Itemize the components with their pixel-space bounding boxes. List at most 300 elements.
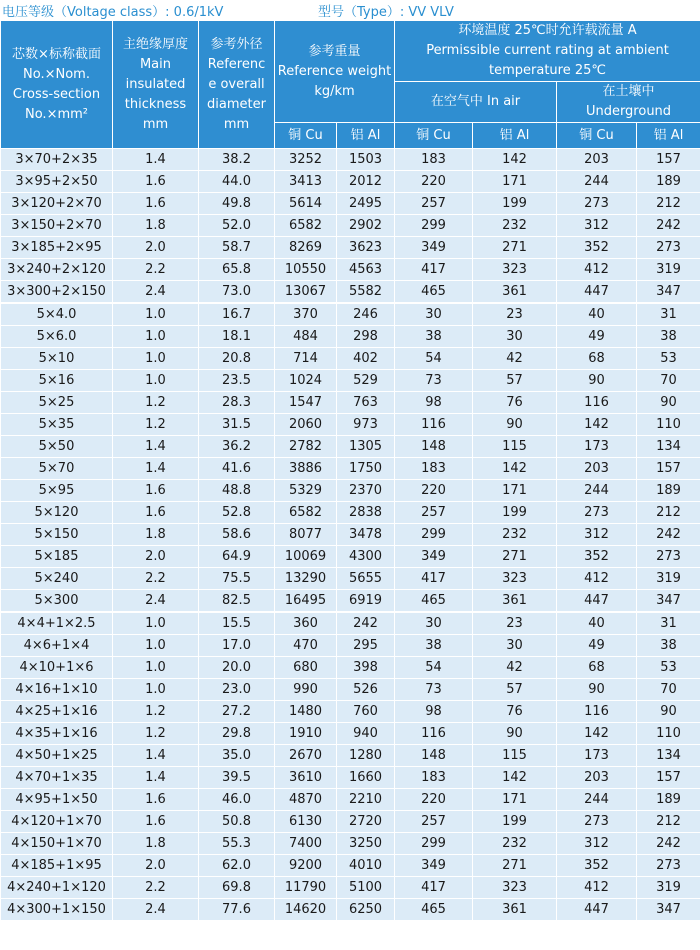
cell-ground-cu: 312	[557, 833, 637, 855]
cell-air-cu: 38	[395, 635, 473, 657]
cell-ground-al: 31	[637, 612, 700, 635]
cell-cross-section: 5×240	[1, 568, 113, 590]
cell-weight-al: 5655	[337, 568, 395, 590]
cell-thickness: 1.4	[113, 745, 199, 767]
table-row	[1, 215, 700, 237]
cell-weight-cu: 9200	[275, 855, 337, 877]
cell-air-cu: 417	[395, 568, 473, 590]
cell-diameter: 82.5	[199, 590, 275, 613]
cell-air-al: 199	[473, 502, 557, 524]
cell-air-al: 42	[473, 348, 557, 370]
cell-air-al: 171	[473, 789, 557, 811]
cell-air-cu: 54	[395, 348, 473, 370]
cell-air-cu: 54	[395, 657, 473, 679]
cell-weight-cu: 6582	[275, 215, 337, 237]
cell-thickness: 1.4	[113, 767, 199, 789]
header-weight-cu: 铜 Cu	[275, 123, 337, 149]
table-row	[1, 811, 700, 833]
cell-cross-section: 4×240+1×120	[1, 877, 113, 899]
cell-weight-al: 940	[337, 723, 395, 745]
cell-diameter: 38.2	[199, 149, 275, 171]
cell-air-al: 199	[473, 811, 557, 833]
cell-cross-section: 4×16+1×10	[1, 679, 113, 701]
cell-weight-cu: 6130	[275, 811, 337, 833]
cell-ground-cu: 203	[557, 458, 637, 480]
cell-weight-al: 1503	[337, 149, 395, 171]
cell-ground-cu: 173	[557, 436, 637, 458]
table-row	[1, 237, 700, 259]
cell-air-al: 90	[473, 414, 557, 436]
cell-ground-cu: 352	[557, 237, 637, 259]
cell-weight-cu: 10550	[275, 259, 337, 281]
cell-diameter: 17.0	[199, 635, 275, 657]
cell-cross-section: 5×300	[1, 590, 113, 613]
cell-weight-al: 4563	[337, 259, 395, 281]
cell-ground-cu: 447	[557, 281, 637, 304]
cell-weight-al: 2012	[337, 171, 395, 193]
cell-weight-cu: 1547	[275, 392, 337, 414]
cell-weight-cu: 2060	[275, 414, 337, 436]
table-row	[1, 281, 700, 304]
cell-air-al: 115	[473, 436, 557, 458]
table-row	[1, 635, 700, 657]
cell-air-al: 271	[473, 546, 557, 568]
cell-weight-al: 2902	[337, 215, 395, 237]
cell-weight-cu: 360	[275, 612, 337, 635]
cell-weight-cu: 1024	[275, 370, 337, 392]
cell-thickness: 2.0	[113, 546, 199, 568]
cell-cross-section: 4×25+1×16	[1, 701, 113, 723]
cell-thickness: 1.0	[113, 303, 199, 326]
cell-diameter: 49.8	[199, 193, 275, 215]
cell-diameter: 23.5	[199, 370, 275, 392]
cell-ground-cu: 244	[557, 789, 637, 811]
cell-weight-al: 398	[337, 657, 395, 679]
cell-air-al: 271	[473, 237, 557, 259]
cell-air-cu: 349	[395, 546, 473, 568]
cell-ground-cu: 244	[557, 480, 637, 502]
cell-air-cu: 299	[395, 524, 473, 546]
cell-ground-cu: 40	[557, 303, 637, 326]
cell-air-cu: 30	[395, 612, 473, 635]
cell-diameter: 41.6	[199, 458, 275, 480]
cell-ground-al: 242	[637, 524, 700, 546]
cell-ground-cu: 49	[557, 635, 637, 657]
cell-diameter: 64.9	[199, 546, 275, 568]
cell-air-cu: 349	[395, 237, 473, 259]
cell-weight-al: 2495	[337, 193, 395, 215]
cell-weight-cu: 5614	[275, 193, 337, 215]
cell-air-cu: 116	[395, 723, 473, 745]
cell-weight-al: 4300	[337, 546, 395, 568]
cell-ground-al: 319	[637, 877, 700, 899]
cell-ground-cu: 412	[557, 877, 637, 899]
cell-thickness: 2.2	[113, 877, 199, 899]
cell-thickness: 1.6	[113, 193, 199, 215]
cell-air-al: 361	[473, 899, 557, 921]
cell-weight-cu: 680	[275, 657, 337, 679]
cell-cross-section: 4×6+1×4	[1, 635, 113, 657]
cell-diameter: 18.1	[199, 326, 275, 348]
cell-weight-al: 2838	[337, 502, 395, 524]
cell-weight-al: 242	[337, 612, 395, 635]
cell-ground-cu: 40	[557, 612, 637, 635]
cell-diameter: 69.8	[199, 877, 275, 899]
cell-weight-al: 760	[337, 701, 395, 723]
cell-air-cu: 30	[395, 303, 473, 326]
cell-ground-cu: 273	[557, 811, 637, 833]
cell-ground-al: 38	[637, 326, 700, 348]
header-air-al: 铝 Al	[473, 123, 557, 149]
cell-thickness: 1.8	[113, 833, 199, 855]
table-row	[1, 657, 700, 679]
cell-air-al: 199	[473, 193, 557, 215]
cell-air-al: 115	[473, 745, 557, 767]
cell-ground-cu: 412	[557, 568, 637, 590]
cell-air-al: 361	[473, 590, 557, 613]
cell-air-al: 171	[473, 480, 557, 502]
table-row	[1, 303, 700, 326]
cell-ground-cu: 447	[557, 899, 637, 921]
cell-cross-section: 3×150+2×70	[1, 215, 113, 237]
cell-weight-cu: 14620	[275, 899, 337, 921]
cell-cross-section: 5×4.0	[1, 303, 113, 326]
cell-thickness: 1.4	[113, 436, 199, 458]
cell-weight-cu: 10069	[275, 546, 337, 568]
table-row	[1, 745, 700, 767]
cell-weight-al: 2720	[337, 811, 395, 833]
table-row	[1, 414, 700, 436]
cell-cross-section: 5×35	[1, 414, 113, 436]
cell-thickness: 1.6	[113, 480, 199, 502]
cell-diameter: 52.0	[199, 215, 275, 237]
cable-type: 型号（Type）: VV VLV	[318, 5, 454, 20]
cell-weight-cu: 2670	[275, 745, 337, 767]
cell-ground-cu: 273	[557, 193, 637, 215]
cell-ground-al: 189	[637, 789, 700, 811]
cell-cross-section: 3×120+2×70	[1, 193, 113, 215]
cell-cross-section: 4×35+1×16	[1, 723, 113, 745]
cell-cross-section: 4×185+1×95	[1, 855, 113, 877]
cell-ground-cu: 412	[557, 259, 637, 281]
cell-weight-al: 3250	[337, 833, 395, 855]
header-ground-cu: 铜 Cu	[557, 123, 637, 149]
cell-air-al: 361	[473, 281, 557, 304]
cell-cross-section: 3×300+2×150	[1, 281, 113, 304]
cell-ground-cu: 116	[557, 701, 637, 723]
cell-ground-cu: 90	[557, 370, 637, 392]
table-row	[1, 436, 700, 458]
cell-weight-cu: 1910	[275, 723, 337, 745]
cell-air-cu: 183	[395, 149, 473, 171]
cell-weight-cu: 2782	[275, 436, 337, 458]
header-current: 环境温度 25℃时允许载流量 A Permissible current rating at ambient temperature 25℃	[395, 21, 700, 82]
cell-ground-al: 110	[637, 414, 700, 436]
cell-air-cu: 417	[395, 259, 473, 281]
cell-ground-cu: 244	[557, 171, 637, 193]
cell-weight-cu: 8077	[275, 524, 337, 546]
cell-ground-al: 70	[637, 679, 700, 701]
cell-ground-al: 134	[637, 745, 700, 767]
cell-cross-section: 5×185	[1, 546, 113, 568]
cell-ground-al: 70	[637, 370, 700, 392]
table-row	[1, 568, 700, 590]
cell-weight-cu: 3610	[275, 767, 337, 789]
header-diameter: 参考外径 Referenc e overall diameter mm	[199, 21, 275, 149]
cell-cross-section: 3×185+2×95	[1, 237, 113, 259]
cell-air-al: 232	[473, 215, 557, 237]
cell-air-al: 323	[473, 259, 557, 281]
cell-weight-al: 973	[337, 414, 395, 436]
table-row	[1, 679, 700, 701]
cell-ground-al: 90	[637, 701, 700, 723]
cell-air-al: 142	[473, 149, 557, 171]
cell-weight-cu: 4870	[275, 789, 337, 811]
cell-ground-al: 347	[637, 281, 700, 304]
cell-diameter: 58.6	[199, 524, 275, 546]
cable-spec-table	[0, 20, 700, 921]
cell-ground-al: 212	[637, 193, 700, 215]
cell-cross-section: 5×16	[1, 370, 113, 392]
cell-weight-cu: 3413	[275, 171, 337, 193]
cell-diameter: 31.5	[199, 414, 275, 436]
cell-ground-al: 273	[637, 546, 700, 568]
cell-diameter: 58.7	[199, 237, 275, 259]
cell-ground-cu: 68	[557, 348, 637, 370]
cell-thickness: 2.2	[113, 568, 199, 590]
cell-weight-al: 1280	[337, 745, 395, 767]
table-row	[1, 855, 700, 877]
cell-diameter: 16.7	[199, 303, 275, 326]
table-row	[1, 612, 700, 635]
table-row	[1, 877, 700, 899]
cell-weight-cu: 11790	[275, 877, 337, 899]
cell-air-al: 23	[473, 612, 557, 635]
cell-thickness: 2.4	[113, 281, 199, 304]
cell-diameter: 15.5	[199, 612, 275, 635]
cell-ground-al: 134	[637, 436, 700, 458]
cell-cross-section: 5×95	[1, 480, 113, 502]
cell-ground-al: 110	[637, 723, 700, 745]
cell-ground-cu: 203	[557, 767, 637, 789]
cell-weight-al: 2210	[337, 789, 395, 811]
table-row	[1, 326, 700, 348]
cell-air-cu: 183	[395, 458, 473, 480]
cell-air-al: 142	[473, 767, 557, 789]
cell-cross-section: 5×6.0	[1, 326, 113, 348]
cell-cross-section: 3×95+2×50	[1, 171, 113, 193]
cell-thickness: 1.8	[113, 524, 199, 546]
cell-weight-cu: 16495	[275, 590, 337, 613]
cell-ground-cu: 142	[557, 414, 637, 436]
cell-air-al: 90	[473, 723, 557, 745]
cell-weight-cu: 484	[275, 326, 337, 348]
cell-air-cu: 465	[395, 899, 473, 921]
cell-air-al: 323	[473, 568, 557, 590]
cell-weight-al: 3478	[337, 524, 395, 546]
cell-air-cu: 417	[395, 877, 473, 899]
cell-cross-section: 3×240+2×120	[1, 259, 113, 281]
cell-thickness: 1.0	[113, 348, 199, 370]
header-weight-al: 铝 Al	[337, 123, 395, 149]
cell-ground-cu: 273	[557, 502, 637, 524]
cell-ground-al: 157	[637, 149, 700, 171]
cell-air-cu: 98	[395, 701, 473, 723]
header-in-air: 在空气中 In air	[395, 82, 557, 123]
cell-diameter: 65.8	[199, 259, 275, 281]
table-row	[1, 348, 700, 370]
cell-weight-al: 2370	[337, 480, 395, 502]
cell-thickness: 1.6	[113, 171, 199, 193]
cell-weight-cu: 1480	[275, 701, 337, 723]
cell-weight-al: 526	[337, 679, 395, 701]
cell-ground-cu: 203	[557, 149, 637, 171]
cell-ground-cu: 68	[557, 657, 637, 679]
table-row	[1, 171, 700, 193]
cell-ground-al: 53	[637, 657, 700, 679]
table-row	[1, 193, 700, 215]
cell-air-al: 76	[473, 392, 557, 414]
cell-ground-al: 157	[637, 767, 700, 789]
cell-cross-section: 5×10	[1, 348, 113, 370]
table-row	[1, 701, 700, 723]
cell-weight-al: 6250	[337, 899, 395, 921]
cell-ground-cu: 142	[557, 723, 637, 745]
cell-weight-cu: 7400	[275, 833, 337, 855]
cell-diameter: 50.8	[199, 811, 275, 833]
cell-weight-al: 1305	[337, 436, 395, 458]
cell-ground-al: 242	[637, 215, 700, 237]
table-row	[1, 502, 700, 524]
cell-cross-section: 4×300+1×150	[1, 899, 113, 921]
cell-weight-cu: 13290	[275, 568, 337, 590]
cell-air-cu: 73	[395, 679, 473, 701]
cell-thickness: 1.0	[113, 679, 199, 701]
cell-thickness: 1.2	[113, 392, 199, 414]
cell-diameter: 28.3	[199, 392, 275, 414]
cell-ground-al: 90	[637, 392, 700, 414]
cell-weight-cu: 714	[275, 348, 337, 370]
cell-ground-cu: 173	[557, 745, 637, 767]
cell-thickness: 1.0	[113, 612, 199, 635]
cell-ground-al: 273	[637, 855, 700, 877]
cell-diameter: 23.0	[199, 679, 275, 701]
cell-weight-al: 1660	[337, 767, 395, 789]
cell-air-cu: 116	[395, 414, 473, 436]
cell-air-al: 57	[473, 679, 557, 701]
cell-thickness: 1.0	[113, 635, 199, 657]
cell-thickness: 2.4	[113, 899, 199, 921]
cell-ground-al: 189	[637, 171, 700, 193]
cell-cross-section: 4×95+1×50	[1, 789, 113, 811]
cell-air-al: 232	[473, 833, 557, 855]
table-row	[1, 833, 700, 855]
header-air-cu: 铜 Cu	[395, 123, 473, 149]
cell-ground-al: 31	[637, 303, 700, 326]
cell-weight-cu: 990	[275, 679, 337, 701]
cell-air-cu: 38	[395, 326, 473, 348]
cell-ground-cu: 116	[557, 392, 637, 414]
cell-cross-section: 5×150	[1, 524, 113, 546]
table-row	[1, 392, 700, 414]
table-row	[1, 259, 700, 281]
cell-weight-al: 3623	[337, 237, 395, 259]
cell-ground-cu: 49	[557, 326, 637, 348]
cell-ground-cu: 447	[557, 590, 637, 613]
cell-diameter: 77.6	[199, 899, 275, 921]
cell-weight-al: 763	[337, 392, 395, 414]
cell-weight-cu: 6582	[275, 502, 337, 524]
cell-air-cu: 220	[395, 789, 473, 811]
cell-cross-section: 4×10+1×6	[1, 657, 113, 679]
cell-weight-cu: 3886	[275, 458, 337, 480]
cell-air-al: 323	[473, 877, 557, 899]
cell-cross-section: 4×50+1×25	[1, 745, 113, 767]
cell-ground-al: 273	[637, 237, 700, 259]
cell-weight-al: 295	[337, 635, 395, 657]
cell-thickness: 1.2	[113, 701, 199, 723]
cell-thickness: 1.0	[113, 657, 199, 679]
table-row	[1, 767, 700, 789]
cell-air-cu: 220	[395, 480, 473, 502]
cell-thickness: 1.0	[113, 326, 199, 348]
cell-diameter: 29.8	[199, 723, 275, 745]
cell-weight-al: 5582	[337, 281, 395, 304]
voltage-class: 电压等级（Voltage class）: 0.6/1kV	[2, 5, 224, 20]
cell-ground-al: 319	[637, 259, 700, 281]
table-row	[1, 546, 700, 568]
table-row	[1, 723, 700, 745]
cell-diameter: 39.5	[199, 767, 275, 789]
header-ground-al: 铝 Al	[637, 123, 700, 149]
cell-air-cu: 257	[395, 502, 473, 524]
cell-weight-al: 402	[337, 348, 395, 370]
cell-cross-section: 3×70+2×35	[1, 149, 113, 171]
cell-weight-al: 6919	[337, 590, 395, 613]
cell-thickness: 1.4	[113, 458, 199, 480]
cell-ground-al: 189	[637, 480, 700, 502]
table-row	[1, 149, 700, 171]
cell-air-cu: 148	[395, 436, 473, 458]
cell-weight-al: 298	[337, 326, 395, 348]
cell-ground-cu: 312	[557, 524, 637, 546]
cell-cross-section: 5×120	[1, 502, 113, 524]
cell-thickness: 1.6	[113, 789, 199, 811]
cell-ground-al: 212	[637, 502, 700, 524]
cell-weight-cu: 8269	[275, 237, 337, 259]
cell-ground-al: 157	[637, 458, 700, 480]
cell-ground-al: 53	[637, 348, 700, 370]
cell-air-al: 171	[473, 171, 557, 193]
cell-diameter: 20.0	[199, 657, 275, 679]
cell-ground-cu: 352	[557, 855, 637, 877]
table-row	[1, 789, 700, 811]
cell-air-al: 42	[473, 657, 557, 679]
cell-air-cu: 465	[395, 590, 473, 613]
cell-cross-section: 4×120+1×70	[1, 811, 113, 833]
cell-air-cu: 465	[395, 281, 473, 304]
cell-weight-cu: 3252	[275, 149, 337, 171]
cell-air-al: 76	[473, 701, 557, 723]
cell-air-cu: 183	[395, 767, 473, 789]
cell-air-al: 30	[473, 326, 557, 348]
cell-thickness: 1.0	[113, 370, 199, 392]
cell-cross-section: 5×25	[1, 392, 113, 414]
table-row	[1, 590, 700, 613]
cell-air-cu: 349	[395, 855, 473, 877]
header-weight: 参考重量 Reference weight kg/km	[275, 21, 395, 123]
header-thickness: 主绝缘厚度 Main insulated thickness mm	[113, 21, 199, 149]
